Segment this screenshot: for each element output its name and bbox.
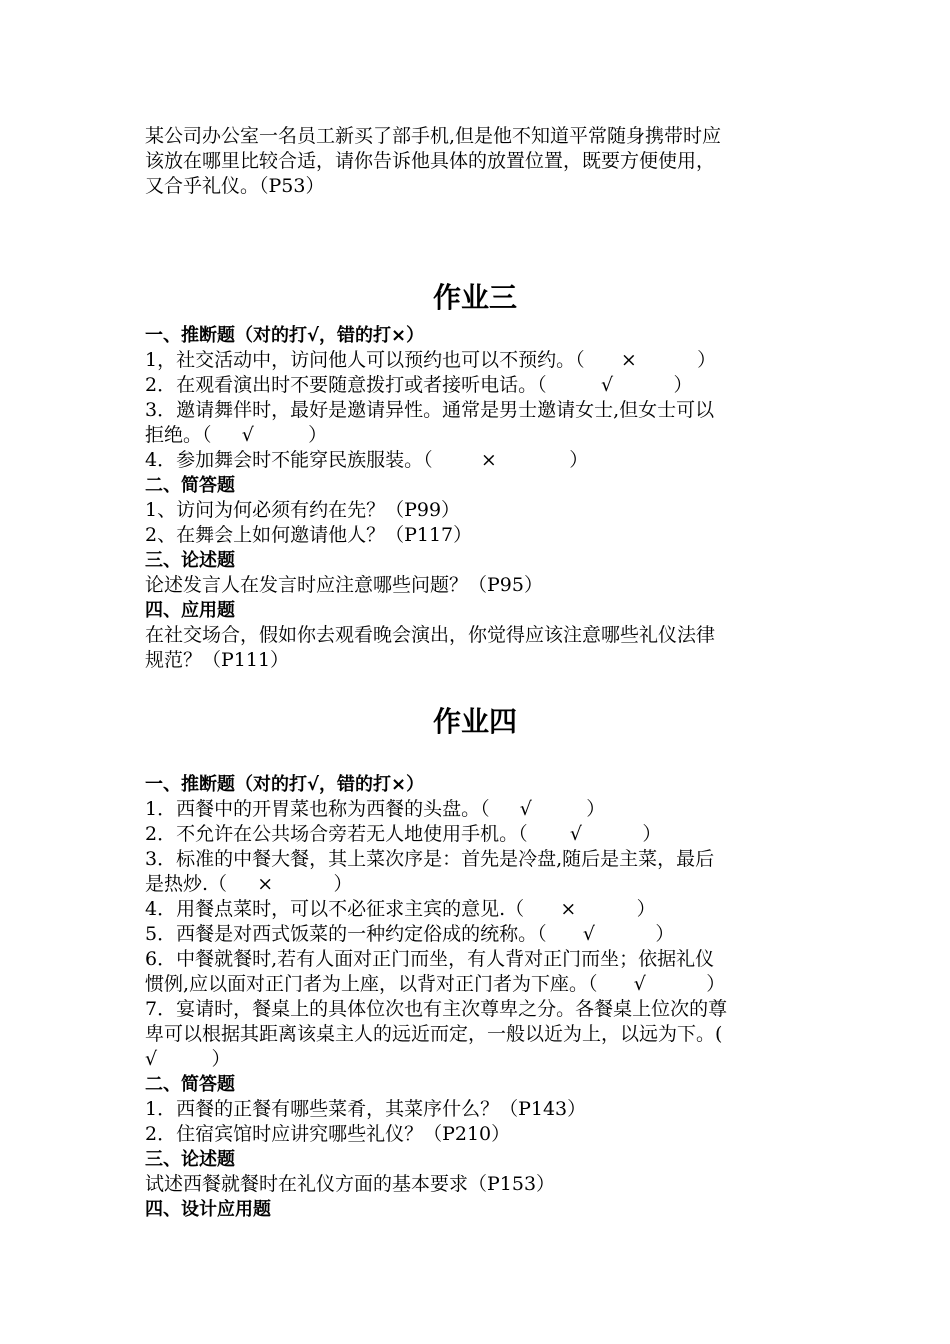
hw3-section3-heading: 三、论述题 [145, 550, 235, 571]
hw3-section2-heading: 二、简答题 [145, 475, 235, 496]
intro-line: 又合乎礼仪。（P53） [145, 175, 325, 197]
hw4-s3-q: 试述西餐就餐时在礼仪方面的基本要求（P153） [145, 1173, 556, 1195]
hw3-s2-q1: 1、访问为何必须有约在先？（P99） [145, 499, 461, 521]
hw4-s2-q1: 1．西餐的正餐有哪些菜肴，其菜序什么？（P143） [145, 1098, 587, 1120]
hw3-s2-q2: 2、在舞会上如何邀请他人？（P117） [145, 524, 473, 546]
hw3-q3-cont: 拒绝。（ √ ） [145, 424, 328, 446]
hw4-section3-heading: 三、论述题 [145, 1149, 235, 1170]
hw4-section4-heading: 四、设计应用题 [145, 1199, 271, 1220]
hw3-s3-q: 论述发言人在发言时应注意哪些问题？（P95） [145, 574, 543, 596]
hw4-q6-cont: 惯例,应以面对正门者为上座，以背对正门者为下座。（ √ ） [145, 973, 726, 995]
hw4-q2: 2．不允许在公共场合旁若无人地使用手机。（ √ ） [145, 823, 662, 845]
hw4-q7: 7．宴请时，餐桌上的具体位次也有主次尊卑之分。各餐桌上位次的尊 [145, 998, 728, 1020]
intro-line: 某公司办公室一名员工新买了部手机,但是他不知道平常随身携带时应 [145, 125, 722, 147]
hw4-s2-q2: 2．住宿宾馆时应讲究哪些礼仪？（P210） [145, 1123, 511, 1145]
hw3-q2: 2．在观看演出时不要随意拨打或者接听电话。（ √ ） [145, 374, 693, 396]
hw4-section2-heading: 二、简答题 [145, 1074, 235, 1095]
hw3-q3: 3．邀请舞伴时，最好是邀请异性。通常是男士邀请女士,但女士可以 [145, 399, 715, 421]
hw3-title: 作业三 [432, 281, 517, 314]
hw4-q6: 6．中餐就餐时,若有人面对正门而坐，有人背对正门而坐；依据礼仪 [145, 948, 715, 970]
hw4-q4: 4．用餐点菜时，可以不必征求主宾的意见.（ × ） [145, 898, 656, 920]
hw4-q5: 5．西餐是对西式饭菜的一种约定俗成的统称。（ √ ） [145, 923, 675, 945]
hw4-q7-cont: 卑可以根据其距离该桌主人的远近而定，一般以近为上，以远为下。( [145, 1023, 723, 1045]
hw3-section1-heading: 一、推断题（对的打√，错的打×） [145, 325, 425, 346]
hw4-q7-answer: √ ） [145, 1048, 231, 1070]
hw3-s4-q: 在社交场合，假如你去观看晚会演出，你觉得应该注意哪些礼仪法律 [145, 624, 716, 646]
hw3-q1: 1，社交活动中，访问他人可以预约也可以不预约。（ × ） [145, 349, 717, 371]
hw4-q3-cont: 是热炒.（ × ） [145, 873, 353, 895]
intro-line: 该放在哪里比较合适，请你告诉他具体的放置位置，既要方便使用， [145, 150, 716, 172]
hw3-q4: 4．参加舞会时不能穿民族服装。（ × ） [145, 449, 589, 471]
hw4-q3: 3．标准的中餐大餐，其上菜次序是：首先是冷盘,随后是主菜，最后 [145, 848, 715, 870]
hw4-title: 作业四 [432, 705, 517, 738]
hw3-s4-q-cont: 规范？（P111） [145, 649, 290, 671]
hw3-section4-heading: 四、应用题 [145, 600, 235, 621]
hw4-section1-heading: 一、推断题（对的打√，错的打×） [145, 774, 425, 795]
hw4-q1: 1．西餐中的开胃菜也称为西餐的头盘。（ √ ） [145, 798, 606, 820]
